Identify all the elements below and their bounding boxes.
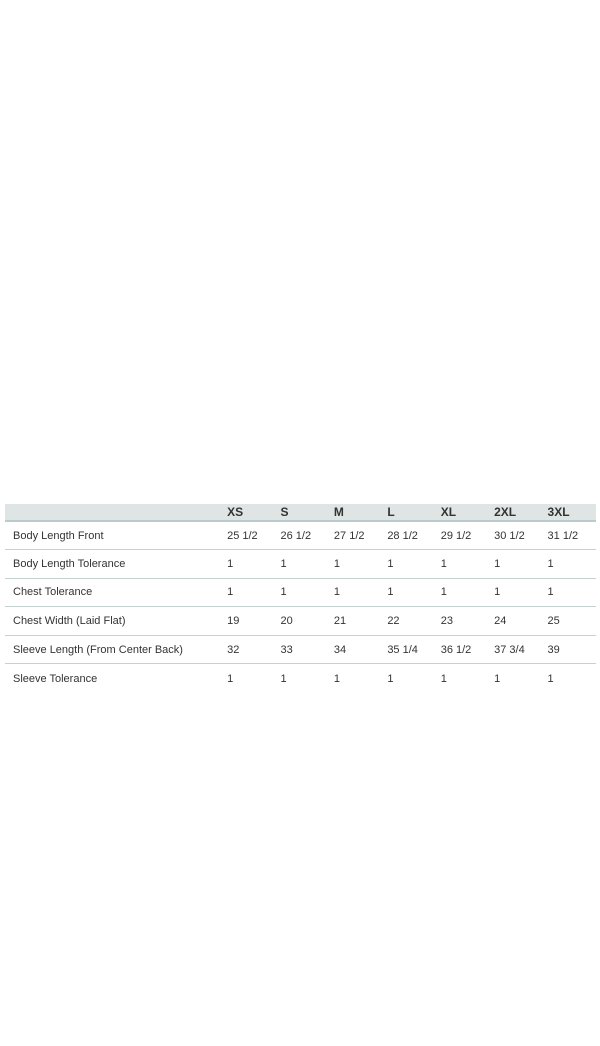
size-header-l: L <box>382 504 435 521</box>
table-cell: 1 <box>440 672 447 685</box>
size-header-xs: XS <box>222 504 275 521</box>
table-cell: 1 <box>387 672 394 685</box>
table-cell: 25 1/2 <box>222 521 275 550</box>
table-cell: 1 <box>489 550 542 579</box>
table-cell: 19 <box>222 607 275 636</box>
table-cell: 1 <box>227 672 234 685</box>
table-cell: 24 <box>489 607 542 636</box>
table-cell: 33 <box>276 635 329 664</box>
table-cell: 1 <box>382 550 435 579</box>
row-label: Body Length Front <box>5 521 222 550</box>
row-label: Chest Tolerance <box>5 578 222 607</box>
header-corner-cell <box>5 504 222 521</box>
table-cell: 1 <box>222 578 275 607</box>
table-cell: 1 <box>276 550 329 579</box>
table-cell: 1 <box>494 672 501 685</box>
size-header-row <box>5 504 596 521</box>
table-cell: 31 1/2 <box>543 521 596 550</box>
table-cell: 22 <box>382 607 435 636</box>
table-cell: 39 <box>543 635 596 664</box>
table-cell: 21 <box>329 607 382 636</box>
row-label: Sleeve Tolerance <box>13 672 98 685</box>
row-label: Sleeve Length (From Center Back) <box>5 635 222 664</box>
table-cell: 1 <box>489 578 542 607</box>
row-label: Body Length Tolerance <box>5 550 222 579</box>
table-cell: 1 <box>333 672 341 685</box>
table-cell: 28 1/2 <box>382 521 435 550</box>
table-cell: 29 1/2 <box>436 521 489 550</box>
table-cell: 32 <box>222 635 275 664</box>
table-cell: 30 1/2 <box>489 521 542 550</box>
table-cell: 23 <box>436 607 489 636</box>
size-header-3xl: 3XL <box>543 504 596 521</box>
table-cell: 1 <box>329 550 382 579</box>
table-cell: 35 1/4 <box>382 635 435 664</box>
size-chart-table <box>5 504 596 693</box>
table-cell: 34 <box>329 635 382 664</box>
table-cell: 37 3/4 <box>489 635 542 664</box>
table-cell: 25 <box>543 607 596 636</box>
table-cell: 1 <box>276 578 329 607</box>
table-row <box>5 578 596 607</box>
table-cell: 1 <box>547 672 554 685</box>
size-header-xl: XL <box>436 504 489 521</box>
table-row <box>5 521 596 550</box>
table-cell: 20 <box>276 607 329 636</box>
table-cell: 1 <box>543 578 596 607</box>
size-header-m: M <box>329 504 382 521</box>
table-cell: 27 1/2 <box>329 521 382 550</box>
table-cell: 1 <box>436 550 489 579</box>
table-cell: 36 1/2 <box>436 635 489 664</box>
size-header-2xl: 2XL <box>489 504 542 521</box>
table-cell: 1 <box>222 550 275 579</box>
table-cell: 1 <box>436 578 489 607</box>
table-row <box>5 607 596 636</box>
table-cell: 1 <box>543 550 596 579</box>
table-row <box>5 550 596 579</box>
table-cell: 1 <box>280 672 287 685</box>
row-label: Chest Width (Laid Flat) <box>5 607 222 636</box>
size-header-s: S <box>276 504 329 521</box>
table-cell: 26 1/2 <box>276 521 329 550</box>
table-row <box>5 635 596 664</box>
table-cell: 1 <box>382 578 435 607</box>
table-cell: 1 <box>329 578 382 607</box>
table-row <box>5 664 596 693</box>
